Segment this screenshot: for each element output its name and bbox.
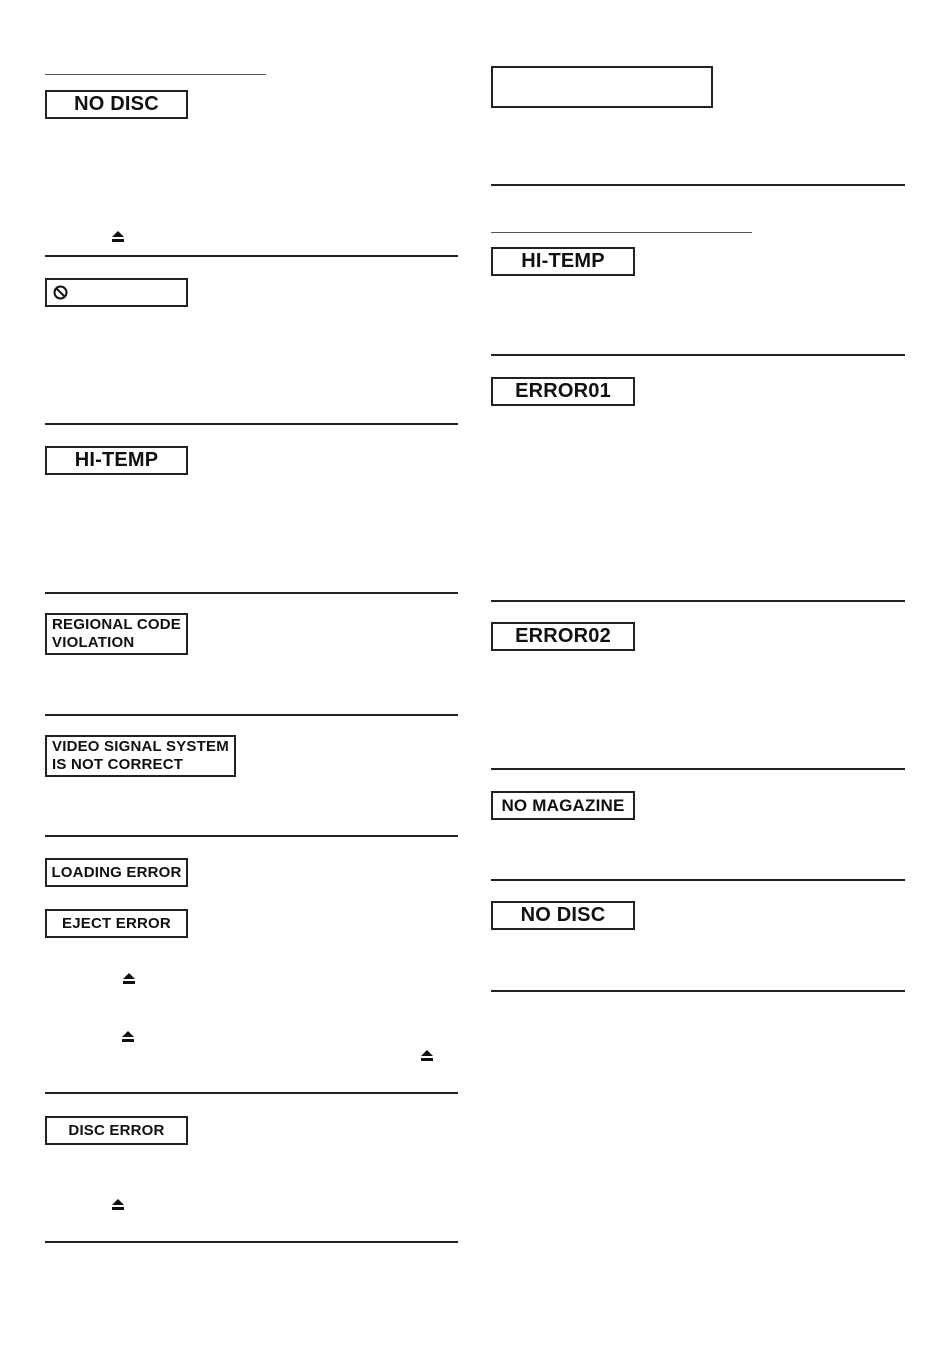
- video-signal-line1: VIDEO SIGNAL SYSTEM: [52, 738, 229, 755]
- error02-indicator: [491, 622, 635, 651]
- no-magazine-indicator: [491, 791, 635, 820]
- section-divider: [491, 879, 905, 881]
- video-signal-system-indicator: [45, 735, 236, 777]
- section-divider: [45, 423, 458, 425]
- section-divider: [45, 1092, 458, 1094]
- eject-error-indicator: [45, 909, 188, 938]
- section-divider: [45, 255, 458, 257]
- error01-indicator: [491, 377, 635, 406]
- section-divider: [45, 835, 458, 837]
- prohibited-indicator: [45, 278, 188, 307]
- no-disc-text: NO DISC: [520, 904, 606, 926]
- eject-icon: [112, 231, 124, 242]
- regional-code-violation-indicator: [45, 613, 188, 655]
- section-header-underline: [491, 232, 752, 233]
- eject-error-text: EJECT ERROR: [62, 915, 171, 932]
- disc-error-text: DISC ERROR: [68, 1122, 165, 1139]
- section-divider: [45, 1241, 458, 1243]
- loading-error-indicator: [45, 858, 188, 887]
- section-divider: [491, 184, 905, 186]
- error01-text: ERROR01: [515, 380, 611, 402]
- disc-error-indicator: [45, 1116, 188, 1145]
- loading-error-text: LOADING ERROR: [51, 864, 182, 881]
- video-signal-line2: IS NOT CORRECT: [52, 756, 184, 773]
- section-divider: [491, 768, 905, 770]
- regional-code-line2: VIOLATION: [52, 634, 135, 651]
- no-disc-indicator: [491, 901, 635, 930]
- no-disc-text: NO DISC: [74, 93, 159, 115]
- eject-icon: [122, 1031, 134, 1042]
- hi-temp-text: HI-TEMP: [521, 250, 605, 272]
- eject-icon: [112, 1199, 124, 1210]
- section-divider: [491, 600, 905, 602]
- section-header-underline: [45, 74, 266, 75]
- section-divider: [45, 714, 458, 716]
- error02-text: ERROR02: [515, 625, 611, 647]
- no-disc-indicator: [45, 90, 188, 119]
- hi-temp-indicator: [45, 446, 188, 475]
- hi-temp-text: HI-TEMP: [74, 449, 159, 471]
- regional-code-line1: REGIONAL CODE: [52, 616, 182, 633]
- section-divider: [491, 354, 905, 356]
- eject-icon: [123, 973, 135, 984]
- hi-temp-indicator: [491, 247, 635, 276]
- blank-display-indicator: [491, 66, 713, 108]
- no-magazine-text: NO MAGAZINE: [501, 795, 625, 815]
- prohibited-icon: [53, 285, 68, 300]
- section-divider: [45, 592, 458, 594]
- eject-icon: [421, 1050, 433, 1061]
- section-divider: [491, 990, 905, 992]
